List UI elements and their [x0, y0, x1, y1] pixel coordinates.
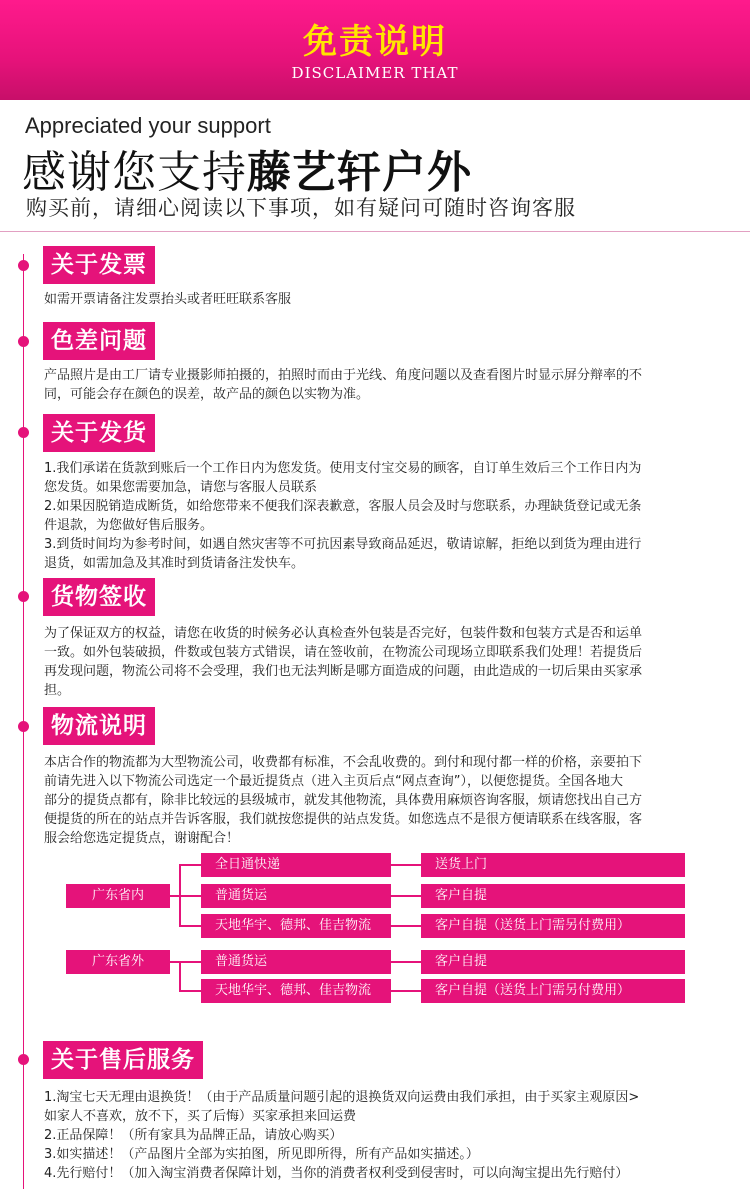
- text-line: 便提货的所在的站点并告诉客服，我们就按您提供的站点发货。如您选点不是很方便请联系在线客服，客: [44, 812, 643, 827]
- brand-name: 藤艺轩户外: [247, 147, 472, 198]
- thanks-note: 购买前，请细心阅读以下事项，如有疑问可随时咨询客服: [26, 196, 576, 220]
- text-line: 再发现问题，物流公司将不会受理，我们也无法判断是哪方面造成的问题，由此造成的一切后果由买家承: [44, 664, 643, 679]
- text-line: 件退款，为您做好售后服务。: [44, 518, 214, 533]
- thanks-english: Appreciated your support: [25, 113, 271, 138]
- timeline-dot: [18, 427, 29, 438]
- timeline-dot: [18, 721, 29, 732]
- service-cell: 送货上门: [421, 853, 685, 877]
- text-line: 前请先进入以下物流公司选定一个最近提货点（进入主页后点“网点查询”），以便您提货。全国各地大: [44, 774, 623, 789]
- carrier-cell: 普通货运: [201, 950, 391, 974]
- header-banner: [0, 0, 750, 100]
- service-cell: 客户自提: [421, 950, 685, 974]
- text-line: 您发货。如果您需要加急，请您与客服人员联系: [44, 480, 318, 495]
- service-cell: 客户自提（送货上门需另付费用）: [421, 914, 685, 938]
- section-title-aftersale: 关于售后服务: [43, 1041, 203, 1079]
- text-line: 1.我们承诺在货款到账后一个工作日内为您发货。使用支付宝交易的顾客，自订单生效后三个工作日内为: [44, 461, 642, 476]
- service-cell: 客户自提（送货上门需另付费用）: [421, 979, 685, 1003]
- text-line: 如需开票请备注发票抬头或者旺旺联系客服: [44, 292, 292, 307]
- section-title-signing: 货物签收: [43, 578, 155, 616]
- connector: [179, 925, 201, 927]
- thanks-chinese: [22, 136, 472, 200]
- logistics-text: [44, 753, 704, 848]
- text-line: 为了保证双方的权益，请您在收货的时候务必认真检查外包装是否完好，包装件数和包装方式是否和运单: [44, 626, 643, 641]
- banner-title: 免责说明: [303, 22, 447, 62]
- aftersale-text: [44, 1088, 704, 1183]
- section-title-invoice: 关于发票: [43, 246, 155, 284]
- connector: [391, 925, 421, 927]
- carrier-cell: 全日通快递: [201, 853, 391, 877]
- section-title-shipping: 关于发货: [43, 414, 155, 452]
- connector: [391, 961, 421, 963]
- text-line: 同，可能会存在颜色的误差，故产品的颜色以实物为准。: [44, 387, 370, 402]
- service-cell: 客户自提: [421, 884, 685, 908]
- section-title-logistics: 物流说明: [43, 707, 155, 745]
- connector: [179, 961, 201, 963]
- section-title-color: 色差问题: [43, 322, 155, 360]
- connector: [391, 990, 421, 992]
- text-line: 如家人不喜欢，放不下，买了后悔）买家承担来回运费: [44, 1109, 357, 1124]
- text-line: 2.正品保障！（所有家具为品牌正品，请放心购买）: [44, 1128, 343, 1143]
- text-line: 3.如实描述！（产品图片全部为实拍图，所见即所得，所有产品如实描述。）: [44, 1147, 479, 1162]
- divider: [0, 231, 750, 232]
- connector: [391, 864, 421, 866]
- signing-text: [44, 624, 704, 700]
- timeline-dot: [18, 1054, 29, 1065]
- carrier-cell: 天地华宇、德邦、佳吉物流: [201, 914, 391, 938]
- connector: [391, 895, 421, 897]
- invoice-text: [44, 290, 704, 309]
- timeline-dot: [18, 591, 29, 602]
- carrier-cell: 普通货运: [201, 884, 391, 908]
- text-line: 4.先行赔付！（加入淘宝消费者保障计划，当你的消费者权利受到侵害时，可以向淘宝提出先行赔付）: [44, 1166, 629, 1181]
- shipping-text: [44, 459, 704, 573]
- text-line: 部分的提货点都有，除非比较远的县级城市，就发其他物流，具体费用麻烦咨询客服，烦请您找出自己方: [44, 793, 643, 808]
- timeline-dot: [18, 260, 29, 271]
- text-line: 担。: [44, 683, 71, 698]
- text-line: 服会给您选定提货点，谢谢配合！: [44, 831, 240, 846]
- connector: [179, 990, 201, 992]
- connector: [179, 864, 201, 866]
- region-guangdong-in: 广东省内: [66, 884, 170, 908]
- text-line: 退货，如需加急及其准时到货请备注发快车。: [44, 556, 305, 571]
- text-line: 1.淘宝七天无理由退换货！（由于产品质量问题引起的退换货双向运费由我们承担，由于买家主观原因>: [44, 1090, 640, 1105]
- logistics-table: [60, 850, 690, 1010]
- text-line: 产品照片是由工厂请专业摄影师拍摄的，拍照时而由于光线、角度问题以及查看图片时显示屏分辩率的不: [44, 368, 643, 383]
- text-line: 3.到货时间均为参考时间，如遇自然灾害等不可抗因素导致商品延迟，敬请谅解，拒绝以到货为理由进行: [44, 537, 642, 552]
- region-guangdong-out: 广东省外: [66, 950, 170, 974]
- color-text: [44, 366, 704, 404]
- carrier-cell: 天地华宇、德邦、佳吉物流: [201, 979, 391, 1003]
- thanks-plain: 感谢您支持: [22, 147, 247, 198]
- text-line: 2.如果因脱销造成断货，如给您带来不便我们深表歉意，客服人员会及时与您联系，办理缺货登记或无条: [44, 499, 642, 514]
- text-line: 本店合作的物流都为大型物流公司，收费都有标准，不会乱收费的。到付和现付都一样的价格，亲要拍下: [44, 755, 643, 770]
- banner-subtitle: DISCLAIMER THAT: [291, 64, 459, 82]
- connector: [179, 895, 201, 897]
- timeline-dot: [18, 336, 29, 347]
- connector: [179, 961, 181, 992]
- text-line: 一致。如外包装破损，件数或包装方式错误，请在签收前，在物流公司现场立即联系我们处理！若提货后: [44, 645, 643, 660]
